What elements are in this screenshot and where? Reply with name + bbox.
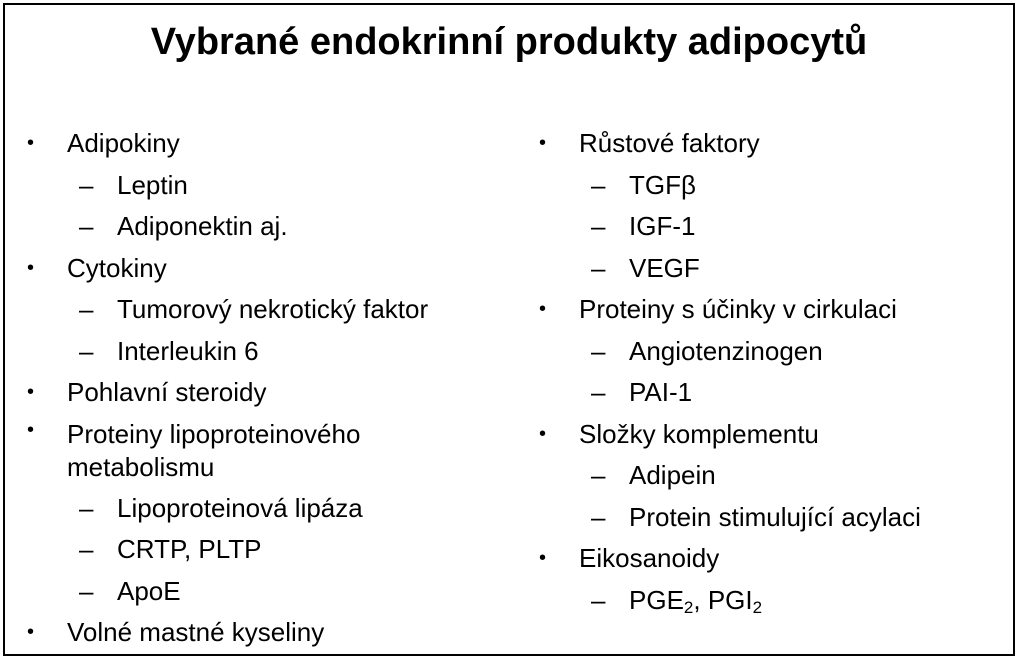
bullet-icon: • xyxy=(539,132,547,154)
sub-item-label: Leptin xyxy=(117,169,188,200)
dash-icon: – xyxy=(591,335,606,366)
bullet-icon: • xyxy=(539,547,547,569)
slide-title: Vybrané endokrinní produkty adipocytů xyxy=(150,21,868,63)
dash-icon: – xyxy=(591,460,606,490)
dash-icon: – xyxy=(79,534,94,564)
bullet-icon: • xyxy=(539,422,547,445)
sub-item-adipein xyxy=(517,455,1012,497)
sub-item-interleukin xyxy=(5,331,510,373)
list-item-eikosanoidy xyxy=(517,538,1012,580)
dash-icon: – xyxy=(79,335,94,366)
item-label: Adipokiny xyxy=(67,128,180,158)
pge-label: PGE xyxy=(629,584,684,615)
item-label: Proteiny s účinky v cirkulaci xyxy=(579,294,897,324)
dash-icon: – xyxy=(79,294,94,324)
bullet-icon: • xyxy=(27,621,35,643)
dash-icon: – xyxy=(79,492,94,523)
dash-icon: – xyxy=(591,211,606,241)
dash-icon: – xyxy=(591,252,606,283)
sub-item-adiponektin xyxy=(5,206,510,248)
sub-item-igf1 xyxy=(517,206,1012,248)
item-label: Růstové faktory xyxy=(579,128,760,158)
slide-frame xyxy=(3,3,1015,656)
item-label: Eikosanoidy xyxy=(579,543,720,573)
list-item-volne-mastne-kyseliny xyxy=(5,612,510,654)
sub-item-label: PAI-1 xyxy=(629,377,693,407)
dash-icon: – xyxy=(79,211,94,241)
dash-icon: – xyxy=(591,584,606,615)
list-item-adipokiny xyxy=(5,123,510,165)
sub-item-label: Lipoproteinová lipáza xyxy=(117,492,363,523)
sub-item-leptin xyxy=(5,165,510,207)
pge-subscript: 2 xyxy=(683,597,694,617)
left-column-list xyxy=(5,123,510,654)
item-label: Volné mastné kyseliny xyxy=(67,617,325,647)
list-item-slozky-komplementu xyxy=(517,414,1012,456)
right-column-list xyxy=(517,123,1012,621)
item-label-line2: metabolismu xyxy=(67,451,215,482)
item-label: Cytokiny xyxy=(67,252,167,283)
sub-item-label: Tumorový nekrotický faktor xyxy=(117,294,429,324)
bullet-icon: • xyxy=(539,298,547,320)
pgi-label: PGI xyxy=(707,584,753,615)
item-label: Pohlavní steroidy xyxy=(67,377,267,407)
list-item-pohlavni-steroidy xyxy=(5,372,510,414)
sub-item-label: Interleukin 6 xyxy=(117,335,259,366)
item-label: Složky komplementu xyxy=(579,418,819,449)
sub-item-label: Protein stimulující acylaci xyxy=(629,501,921,532)
sub-item-angiotenzinogen xyxy=(517,331,1012,373)
list-item-proteiny-cirkulace xyxy=(517,289,1012,331)
list-item-proteiny-lipoproteinoveho xyxy=(5,414,510,488)
pgi-subscript: 2 xyxy=(752,597,763,617)
bullet-icon: • xyxy=(27,381,35,403)
dash-icon: – xyxy=(591,169,606,200)
list-item-cytokiny xyxy=(5,248,510,290)
bullet-icon: • xyxy=(27,132,35,154)
sub-item-vegf xyxy=(517,248,1012,290)
dash-icon: – xyxy=(79,169,94,200)
sub-item-label: VEGF xyxy=(629,252,700,283)
dash-icon: – xyxy=(591,501,606,532)
sub-item-asp xyxy=(517,497,1012,539)
bullet-icon: • xyxy=(27,256,35,279)
sub-item-pai1 xyxy=(517,372,1012,414)
sub-item-label: CRTP, PLTP xyxy=(117,534,262,564)
sub-item-label: TGFβ xyxy=(629,169,696,200)
sub-item-label: Angiotenzinogen xyxy=(629,335,823,366)
sub-item-crtp-pltp xyxy=(5,529,510,571)
sub-item-label: ApoE xyxy=(117,575,181,606)
sub-item-apoe xyxy=(5,571,510,613)
sub-item-lipaza xyxy=(5,488,510,530)
sub-item-tgfb xyxy=(517,165,1012,207)
sub-item-label: Adiponektin aj. xyxy=(117,211,288,241)
dash-icon: – xyxy=(591,377,606,407)
item-label-line1: Proteiny lipoproteinového xyxy=(67,418,361,449)
sub-item-label: Adipein xyxy=(629,460,716,490)
sub-item-pge-pgi xyxy=(517,580,1012,622)
bullet-icon: • xyxy=(27,418,35,441)
list-item-rustove-faktory xyxy=(517,123,1012,165)
sub-item-label: IGF-1 xyxy=(629,211,696,241)
dash-icon: – xyxy=(79,575,94,606)
separator: , xyxy=(693,584,708,615)
sub-item-tnf xyxy=(5,289,510,331)
